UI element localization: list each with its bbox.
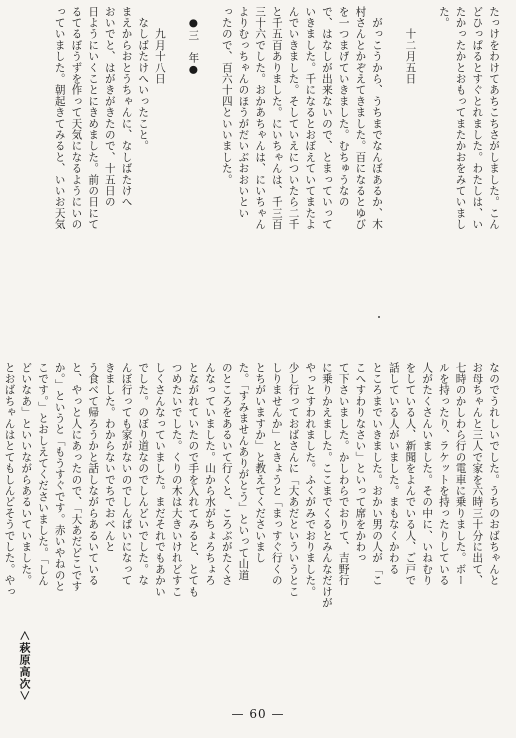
text-column bbox=[201, 6, 218, 336]
text-column: に乗りかえました。ここまでくるとみんなだけが bbox=[320, 362, 333, 609]
author-name: ＜萩原高次＞ bbox=[18, 630, 31, 702]
text-column: しくさんなっていました。まだそれでもあかい bbox=[153, 362, 166, 598]
text-column: なしばたけへいったこと。 bbox=[137, 6, 150, 152]
text-column: ルを持ったり、ラケットを持ったりしている bbox=[437, 362, 450, 586]
text-column: を一つまげていきました。むちゅうなの bbox=[337, 6, 350, 208]
text-column: どひっぱるとすぐとれました。わたしは、い bbox=[471, 6, 484, 230]
text-column: 人がたくさんいました。その中に、いねむり bbox=[421, 362, 434, 586]
text-column: とちがいますか」と教えてくださいまし bbox=[254, 362, 267, 564]
text-column bbox=[385, 6, 402, 336]
text-column: ったので、百六十四といいました。 bbox=[220, 6, 233, 186]
text-column: で、はなしが出来ないので、とまっていって bbox=[320, 6, 333, 230]
text-column: のところをあるいて行くと、ころぶがたくさ bbox=[220, 362, 233, 586]
lower-text-block bbox=[0, 362, 502, 662]
text-column: よりむっちゃんのほうがだいぶおおいとい bbox=[237, 6, 250, 219]
text-column: っていました。朝起きてみると、いいお天気 bbox=[53, 6, 66, 230]
text-column: こへすわりなさい」といって席をかわっ bbox=[354, 362, 367, 564]
text-column: か。」というと「もうすぐです。赤いやねのと bbox=[53, 362, 66, 592]
text-column: きました。わからないでちでおべんと bbox=[103, 362, 116, 553]
text-column: て下さいました。かしわらでおりて、吉野行 bbox=[337, 362, 350, 586]
text-column: まえからおとうちゃんに、なしばたけへ bbox=[120, 6, 133, 208]
text-column: つめたいでした。くりの木は大きいけれどすこ bbox=[170, 362, 183, 598]
text-column: 日ようにいくことにきめました。前の日にて bbox=[87, 6, 100, 230]
text-column: た。 bbox=[437, 6, 450, 29]
text-column: たかったかとおもってまたかおをみていまし bbox=[454, 6, 467, 230]
text-column: た。「すみませんありがとう」といって山道 bbox=[237, 362, 250, 581]
text-column: と、やっと人にあったので、「大あだどこです bbox=[70, 362, 83, 592]
text-column: しりませんか」ときょうと「まっすぐ行くの bbox=[270, 362, 283, 586]
text-column: がっこうから、うちまでなんぼあるか、木 bbox=[371, 6, 384, 230]
text-column bbox=[418, 6, 435, 336]
text-column: 三十六でした。おかあちゃんは、にいちゃん bbox=[254, 6, 267, 230]
text-column: おいでと、はがきがきたので、十五日の bbox=[103, 6, 116, 208]
text-column: たっけをわけてあちこちさがしました。こん bbox=[488, 6, 500, 230]
text-column: やっとすわれました。ふくがみでおりました。 bbox=[304, 362, 317, 598]
text-column: るてるぼうずを作って天気になるようにいの bbox=[70, 6, 83, 230]
text-column: と千五百ありました。にいちゃんは、千三百 bbox=[270, 6, 283, 230]
upper-text-block bbox=[51, 6, 502, 336]
text-column: 七時のかしわら行の電車に乗りました。ボー bbox=[454, 362, 467, 586]
text-column: をしている人、新聞をよんでいる人、ご戸で bbox=[404, 362, 417, 586]
text-column: お母ちゃんと三人で家を六時三十分に出て、 bbox=[471, 362, 484, 586]
page-number: — 60 — bbox=[231, 707, 285, 721]
text-column: なのでうれしいでした。うちのおばちゃんと bbox=[488, 362, 500, 586]
text-column: ところまでいきました。おかい男の人が「こ bbox=[371, 362, 384, 586]
text-column: 九月十八日 bbox=[153, 6, 166, 85]
text-column: んでいきました。そしていえについたら二千 bbox=[287, 6, 300, 230]
text-column: 少し行っておばさんに「大あだといういうとこ bbox=[287, 362, 300, 598]
text-column: どいなあ」といいながらあるいていました。 bbox=[20, 362, 33, 586]
text-column bbox=[0, 362, 1, 662]
text-column: んぼ行っても家がないのでしんぱいになって bbox=[120, 362, 133, 586]
text-column: 村さんとかぞえてきました。百になるとゆび bbox=[354, 6, 367, 230]
text-column: 話している人がいました。まもなくかわる bbox=[387, 362, 400, 575]
text-column: とながれていたので手を入れてみると、とても bbox=[187, 362, 200, 598]
text-column: でした。のぼり道なのでしんどいでした。な bbox=[137, 362, 150, 586]
text-column: ●三 年● bbox=[187, 6, 200, 76]
text-column: 十二月五日 bbox=[404, 6, 417, 85]
text-column: んなっていました。山から水がちょろちょろ bbox=[204, 362, 217, 586]
text-column bbox=[168, 6, 185, 336]
text-column: う食べて帰ろうかと話しながらあるいている bbox=[87, 362, 100, 586]
text-column: こです。」とおしえてくださいました。「しん bbox=[37, 362, 50, 587]
decorative-dot bbox=[378, 316, 380, 318]
text-column: いきました。千になるとおぼえていてまたよ bbox=[304, 6, 317, 230]
text-column: とおばちゃんはとてもしんどそうでした。やっ bbox=[3, 362, 16, 598]
